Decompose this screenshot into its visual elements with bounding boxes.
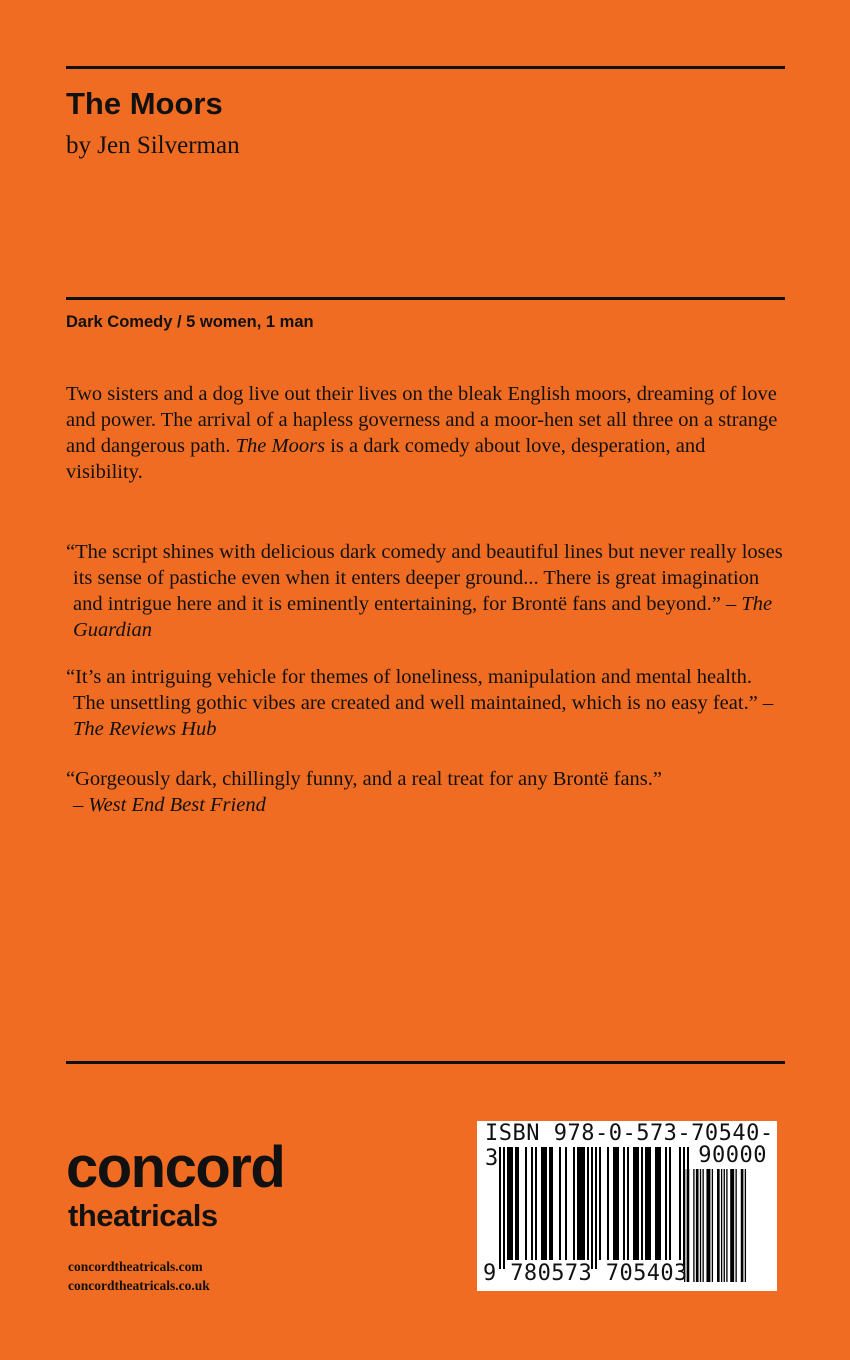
barcode-bar (499, 1147, 501, 1269)
book-author: by Jen Silverman (66, 132, 240, 159)
barcode-bar (627, 1147, 629, 1260)
quote-source: The Guardian (73, 593, 773, 641)
addon-bar (712, 1169, 713, 1282)
barcode-bar (507, 1147, 513, 1260)
bottom-rule (66, 1061, 785, 1064)
barcode-bar (565, 1147, 567, 1260)
book-title: The Moors (66, 86, 223, 121)
quote-source-prefix: – (73, 794, 89, 816)
addon-bar (702, 1169, 703, 1282)
middle-rule (66, 297, 785, 300)
addon-bar (696, 1169, 699, 1282)
quote-source: The Reviews Hub (73, 718, 217, 740)
barcode-bar (587, 1147, 589, 1260)
barcode-bar (525, 1147, 527, 1260)
barcode-bar (669, 1147, 671, 1260)
barcode-bar (549, 1147, 553, 1260)
price-addon-label: 90000 (698, 1143, 767, 1168)
review-quote-west-end-best-friend (66, 766, 786, 818)
barcode-bar (599, 1147, 601, 1260)
addon-bar (745, 1169, 746, 1282)
ean-digits: 9 780573 705403 (483, 1261, 688, 1286)
addon-bar (693, 1169, 694, 1282)
isbn-barcode (477, 1121, 777, 1291)
barcode-bar (655, 1147, 661, 1260)
synopsis (66, 381, 786, 485)
barcode-bar (613, 1147, 619, 1260)
publisher-url-com: concordtheatricals.com (68, 1259, 203, 1274)
barcode-bar (503, 1147, 505, 1269)
barcode-bar (645, 1147, 651, 1260)
barcode-bar (591, 1147, 593, 1269)
barcode-bar (541, 1147, 547, 1260)
barcode-bar (623, 1147, 625, 1260)
synopsis-title-italic: The Moors (235, 435, 326, 457)
addon-bar (726, 1169, 727, 1282)
addon-bar (706, 1169, 710, 1282)
isbn-label: ISBN 978-0-573-70540-3 (485, 1121, 774, 1171)
synopsis-text-1: Two sisters and a dog live out their lives on the bleak English moors, dreaming of love and power. The arrival of a hapless governess and a moor-hen set all three on a strange and dangerous path. (66, 383, 778, 457)
publisher-url-uk: concordtheatricals.co.uk (68, 1278, 210, 1293)
addon-bar (700, 1169, 701, 1282)
quote-source: West End Best Friend (88, 794, 266, 816)
review-quote-reviews-hub (66, 664, 786, 742)
addon-bar (735, 1169, 736, 1282)
genre-cast-line: Dark Comedy / 5 women, 1 man (66, 313, 314, 331)
publisher-logo-theatricals: theatricals (68, 1198, 218, 1233)
addon-bar (730, 1169, 734, 1282)
barcode-bar (559, 1147, 561, 1260)
barcode-bar (633, 1147, 639, 1260)
barcode-bar (515, 1147, 519, 1260)
barcode-bar (577, 1147, 585, 1260)
barcode-bar (679, 1147, 681, 1260)
addon-bar (741, 1169, 744, 1282)
barcode-bar (665, 1147, 667, 1260)
quote-text: “Gorgeously dark, chillingly funny, and a real treat for any Brontë fans.” (66, 768, 663, 790)
barcode-bar (531, 1147, 533, 1260)
synopsis-text-2: is a dark comedy about love, desperation, and visibility. (66, 435, 706, 483)
barcode-bar (641, 1147, 643, 1260)
barcode-bar (573, 1147, 575, 1260)
addon-bar (721, 1169, 722, 1282)
review-quote-guardian (66, 539, 786, 643)
addon-bar (724, 1169, 725, 1282)
quote-text: “It’s an intriguing vehicle for themes of loneliness, manipulation and mental health. The unsettling gothic vibes are created and well maintained, which is no easy feat.” – (66, 666, 774, 714)
top-rule (66, 66, 785, 69)
barcode-bar (607, 1147, 609, 1260)
publisher-logo-concord: concord (66, 1135, 285, 1200)
barcode-bar (595, 1147, 597, 1269)
addon-bar (717, 1169, 720, 1282)
quote-text: “The script shines with delicious dark comedy and beautiful lines but never really loses its sense of pastiche even when it enters deeper ground... There is great imagination and intrigue here and it is eminently entertaining, for Brontë fans and beyond.” – (66, 541, 783, 615)
barcode-bar (535, 1147, 537, 1260)
